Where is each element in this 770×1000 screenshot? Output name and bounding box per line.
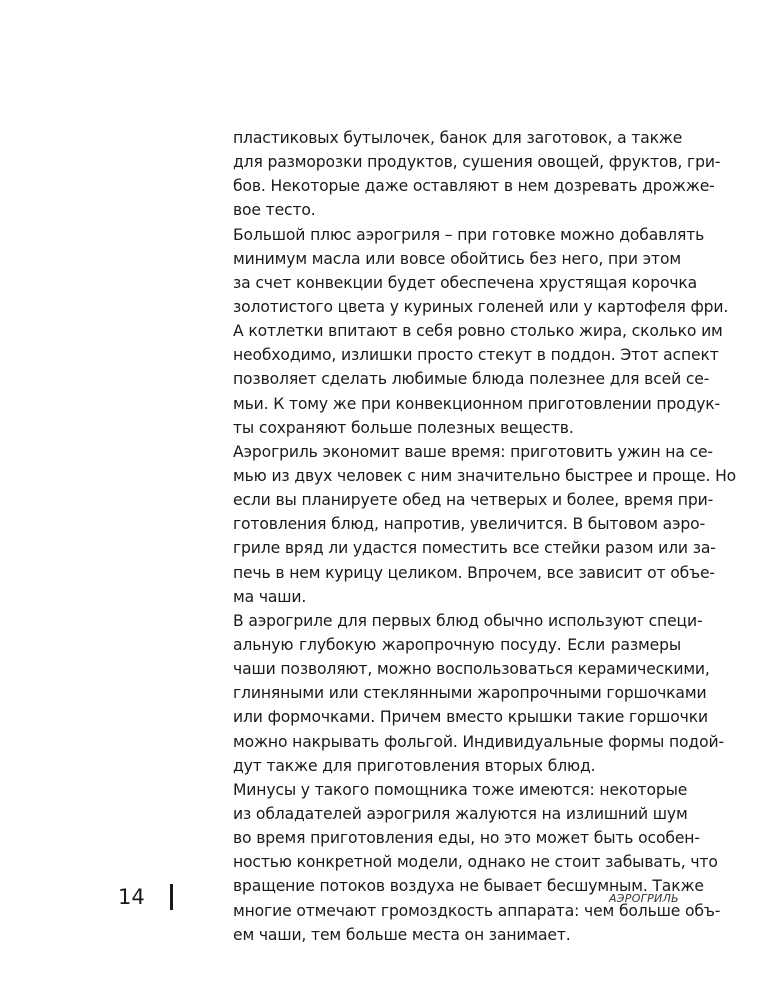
text-line: минимум масла или вовсе обойтись без него, при этом <box>233 249 681 268</box>
text-line: многие отмечают громоздкость аппарата: чем больше объ- <box>233 901 721 920</box>
text-line: дут также для приготовления вторых блюд. <box>233 756 596 775</box>
text-line: А котлетки впитают в себя ровно столько жира, сколько им <box>233 322 723 341</box>
text-line: бов. Некоторые даже оставляют в нем дозревать дрожже- <box>233 177 715 196</box>
text-line: если вы планируете обед на четверых и более, время при- <box>233 491 714 510</box>
text-line: ма чаши. <box>233 587 307 606</box>
text-line: мью из двух человек с ним значительно быстрее и проще. Но <box>233 466 737 485</box>
text-line: золотистого цвета у куриных голеней или у картофеля фри. <box>233 297 729 316</box>
text-line: В аэрогриле для первых блюд обычно используют специ- <box>233 611 703 630</box>
text-line: готовления блюд, напротив, увеличится. В бытовом аэро- <box>233 515 706 534</box>
text-line: гриле вряд ли удастся поместить все стейки разом или за- <box>233 539 716 558</box>
page-number: 14 <box>118 885 145 909</box>
text-line: из обладателей аэрогриля жалуются на излишний шум <box>233 804 688 823</box>
text-line: для разморозки продуктов, сушения овощей, фруктов, гри- <box>233 153 721 172</box>
text-line: необходимо, излишки просто стекут в поддон. Этот аспект <box>233 346 719 365</box>
text-line: мьи. К тому же при конвекционном приготовлении продук- <box>233 394 721 413</box>
running-title: АЭРОГРИЛЬ <box>608 892 679 905</box>
text-line: ностью конкретной модели, однако не стоит забывать, что <box>233 853 718 872</box>
text-line: Большой плюс аэрогриля – при готовке можно добавлять <box>233 225 705 244</box>
text-line: позволяет сделать любимые блюда полезнее для всей се- <box>233 370 710 389</box>
text-line: ты сохраняют больше полезных веществ. <box>233 418 574 437</box>
text-line: вое тесто. <box>233 201 316 220</box>
text-line: чаши позволяют, можно воспользоваться керамическими, <box>233 660 710 679</box>
text-line: вращение потоков воздуха не бывает бесшумным. Также <box>233 877 704 896</box>
text-line: альную глубокую жаропрочную посуду. Если размеры <box>233 635 681 654</box>
text-line: можно накрывать фольгой. Индивидуальные формы подой- <box>233 732 724 751</box>
text-line: пластиковых бутылочек, банок для заготовок, а также <box>233 129 683 147</box>
body-text <box>233 126 737 947</box>
text-line: печь в нем курицу целиком. Впрочем, все зависит от объе- <box>233 563 715 582</box>
text-line: Аэрогриль экономит ваше время: приготовить ужин на се- <box>233 442 713 461</box>
text-line: ем чаши, тем больше места он занимает. <box>233 925 571 944</box>
footer-divider <box>170 884 173 910</box>
text-line: во время приготовления еды, но это может быть особен- <box>233 829 700 848</box>
text-line: Минусы у такого помощника тоже имеются: некоторые <box>233 780 688 799</box>
text-line: за счет конвекции будет обеспечена хрустящая корочка <box>233 273 698 292</box>
text-line: или формочками. Причем вместо крышки такие горшочки <box>233 708 708 727</box>
text-line: глиняными или стеклянными жаропрочными горшочками <box>233 684 707 703</box>
